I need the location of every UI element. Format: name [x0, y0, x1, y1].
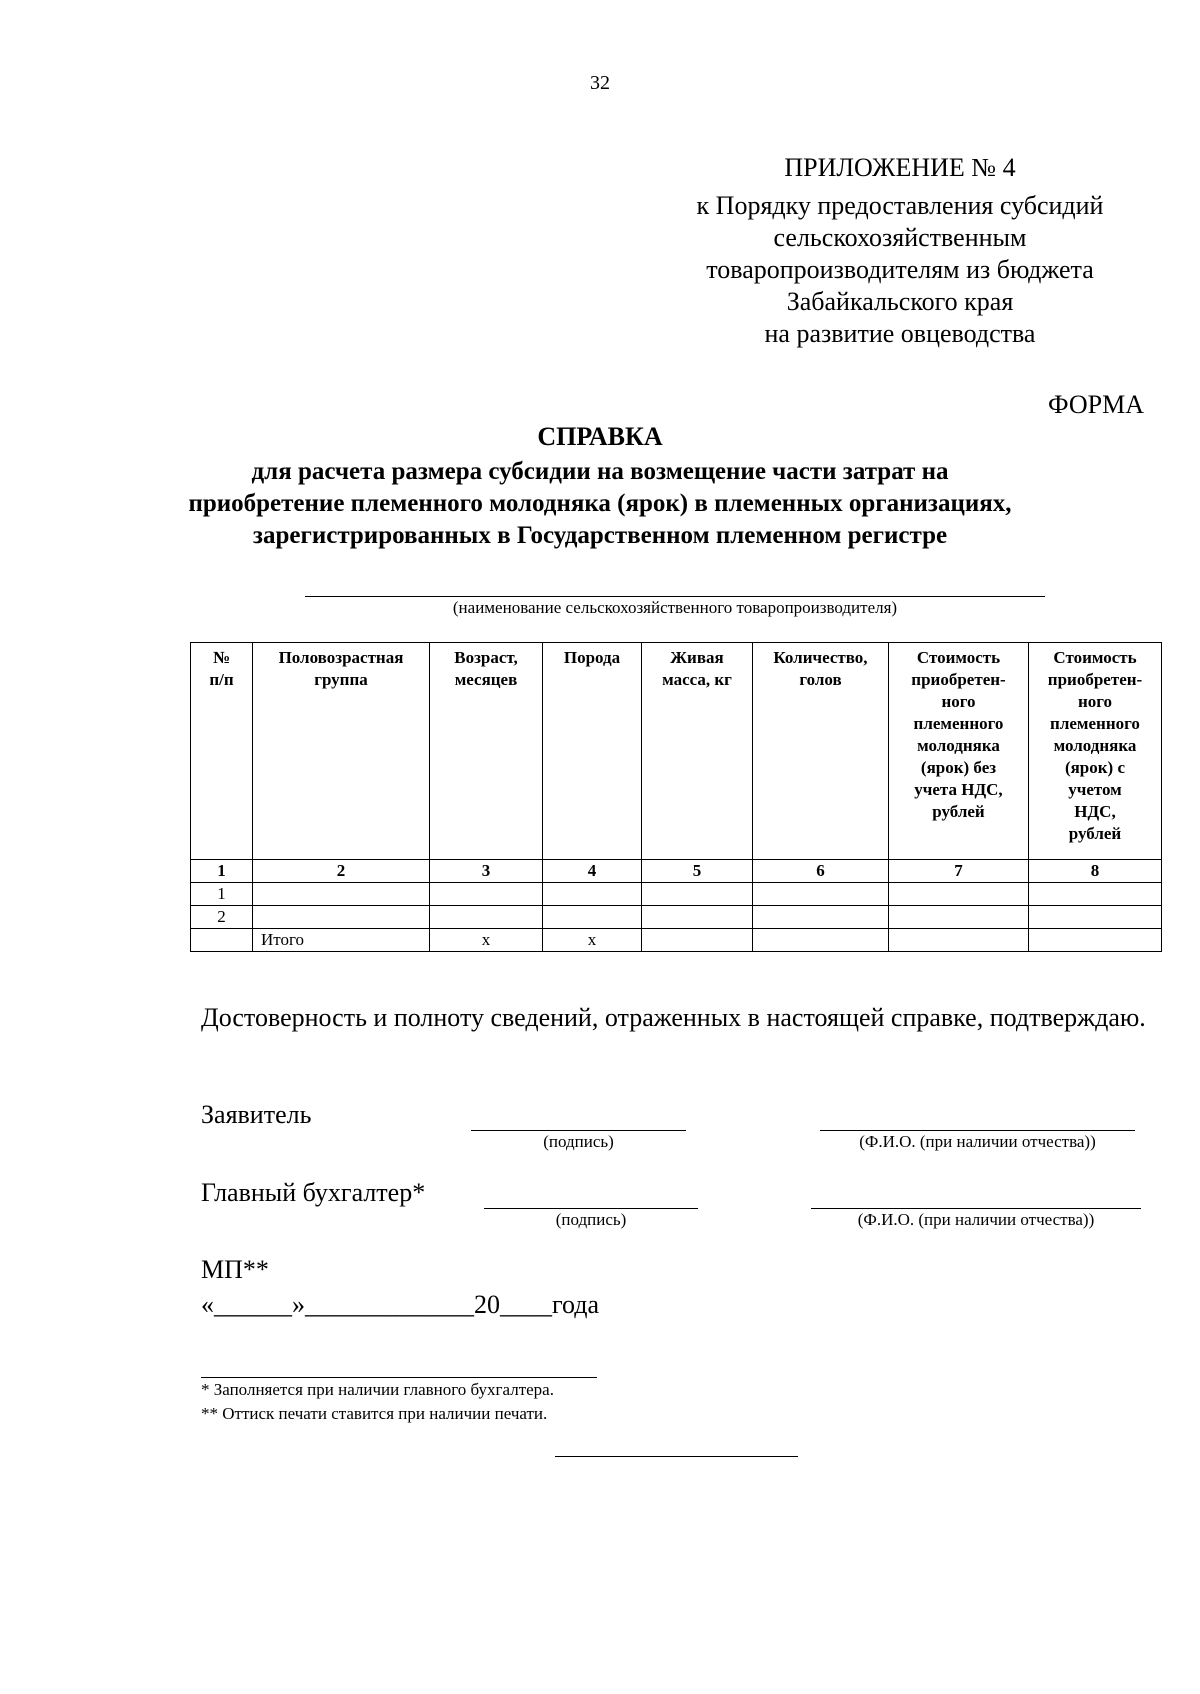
subtitle-line: для расчета размера субсидии на возмещение части затрат на — [251, 458, 949, 485]
column-number: 1 — [191, 860, 253, 883]
table-cell: х — [543, 929, 642, 952]
table-header-cell: Половозрастная группа — [253, 643, 430, 860]
applicant-name-caption: (Ф.И.О. (при наличии отчества)) — [859, 1132, 1096, 1151]
table-cell — [191, 929, 253, 952]
table-header-cell: № п/п — [191, 643, 253, 860]
accountant-label: Главный бухгалтер* — [201, 1178, 426, 1207]
appendix-line: на развитие овцеводства — [764, 319, 1036, 348]
appendix-line: Забайкальского края — [786, 287, 1014, 316]
stamp-label: МП** — [201, 1255, 269, 1284]
table-cell[interactable] — [753, 929, 889, 952]
table-total-row — [191, 929, 1162, 952]
table-cell: 1 — [191, 883, 253, 906]
table-cell[interactable] — [889, 883, 1029, 906]
table-cell: х — [430, 929, 543, 952]
column-number: 6 — [753, 860, 889, 883]
document-subtitle — [140, 456, 1060, 552]
form-label: ФОРМА — [1048, 390, 1144, 419]
producer-name-caption: (наименование сельскохозяйственного товаропроизводителя) — [452, 598, 898, 617]
table-header-cell: Возраст, месяцев — [430, 643, 543, 860]
footnote: ** Оттиск печати ставится при наличии печати. — [201, 1404, 548, 1423]
table-cell[interactable] — [1029, 883, 1162, 906]
table-cell[interactable] — [889, 906, 1029, 929]
table-column-number-row — [191, 860, 1162, 883]
table-cell[interactable] — [642, 883, 753, 906]
date-line[interactable]: «______»_____________20____года — [201, 1290, 600, 1319]
page-number: 32 — [590, 72, 610, 94]
table-cell[interactable] — [543, 906, 642, 929]
appendix-line: товаропроизводителям из бюджета — [706, 255, 1094, 284]
accountant-name-caption: (Ф.И.О. (при наличии отчества)) — [857, 1210, 1095, 1229]
column-number: 4 — [543, 860, 642, 883]
table-header-row — [191, 643, 1162, 860]
applicant-name-line[interactable] — [820, 1130, 1135, 1131]
table-cell: 2 — [191, 906, 253, 929]
table-cell[interactable] — [430, 883, 543, 906]
accountant-signature-caption: (подпись) — [555, 1210, 627, 1229]
column-number: 5 — [642, 860, 753, 883]
table-cell[interactable] — [642, 906, 753, 929]
table-header-cell: Стоимость приобретен- ного племенного молодняка (ярок) без учета НДС, рублей — [889, 643, 1029, 860]
applicant-signature-caption: (подпись) — [543, 1132, 614, 1151]
table-cell[interactable] — [253, 883, 430, 906]
column-number: 8 — [1029, 860, 1162, 883]
table-cell[interactable] — [1029, 929, 1162, 952]
appendix-line: сельскохозяйственным — [773, 223, 1027, 252]
footnote: * Заполняется при наличии главного бухгалтера. — [201, 1380, 554, 1399]
table-cell[interactable] — [753, 906, 889, 929]
table-cell[interactable] — [889, 929, 1029, 952]
appendix-title: ПРИЛОЖЕНИЕ № 4 — [784, 153, 1016, 182]
table-header-cell: Порода — [543, 643, 642, 860]
document-title: СПРАВКА — [537, 422, 663, 451]
table-row — [191, 883, 1162, 906]
accountant-signature-line[interactable] — [484, 1208, 698, 1209]
table-header-cell: Количество, голов — [753, 643, 889, 860]
confirmation-text: Достоверность и полноту сведений, отраженных в настоящей справке, подтверждаю. — [201, 1003, 1146, 1032]
table-cell[interactable] — [1029, 906, 1162, 929]
applicant-label: Заявитель — [201, 1100, 312, 1129]
table-cell[interactable] — [543, 883, 642, 906]
column-number: 7 — [889, 860, 1029, 883]
table-header-cell: Живая масса, кг — [642, 643, 753, 860]
column-number: 2 — [253, 860, 430, 883]
table-cell[interactable] — [753, 883, 889, 906]
subtitle-line: зарегистрированных в Государственном племенном регистре — [252, 522, 948, 549]
table-row — [191, 906, 1162, 929]
table-cell[interactable] — [642, 929, 753, 952]
table-header-cell: Стоимость приобретен- ного племенного молодняка (ярок) с учетом НДС, рублей — [1029, 643, 1162, 860]
column-number: 3 — [430, 860, 543, 883]
table-cell-total-label: Итого — [253, 929, 430, 952]
appendix-line: к Порядку предоставления субсидий — [696, 191, 1104, 220]
table-cell[interactable] — [430, 906, 543, 929]
subtitle-line: приобретение племенного молодняка (ярок) в племенных организациях, — [188, 490, 1012, 517]
accountant-name-line[interactable] — [811, 1208, 1141, 1209]
footnote-divider — [201, 1377, 597, 1378]
data-table — [190, 642, 1162, 952]
end-divider — [555, 1456, 798, 1457]
producer-name-line[interactable] — [305, 596, 1045, 597]
applicant-signature-line[interactable] — [471, 1130, 686, 1131]
table-cell[interactable] — [253, 906, 430, 929]
